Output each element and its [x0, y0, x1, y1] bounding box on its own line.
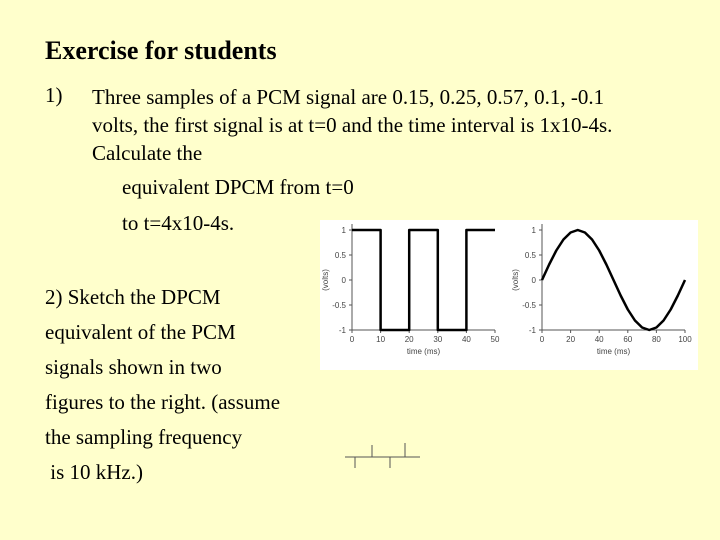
- y-tick-label: 1: [531, 226, 536, 235]
- y-tick-label: -1: [338, 326, 346, 335]
- x-tick-label: 80: [651, 335, 661, 344]
- x-axis-label: time (ms): [596, 347, 631, 356]
- y-axis-label: (volts): [321, 269, 330, 291]
- y-tick-label: -1: [528, 326, 536, 335]
- question-2-text: [45, 280, 335, 490]
- question-1-line: Three samples of a PCM signal are 0.15, 0.25, 0.57, 0.1, -0.1: [92, 85, 605, 109]
- question-2-line: is 10 kHz.): [45, 460, 143, 484]
- question-1-line: to t=4x10-4s.: [122, 211, 235, 235]
- square-wave-chart-panel: [320, 220, 510, 370]
- series-line: [352, 230, 495, 330]
- x-tick-label: 40: [461, 335, 471, 344]
- sine-wave-chart-panel: [510, 220, 698, 370]
- y-tick-label: 0.5: [524, 251, 536, 260]
- question-2-line: signals shown in two: [45, 355, 222, 379]
- sketch-stub-drawing: [345, 440, 425, 470]
- y-tick-label: 0.5: [334, 251, 346, 260]
- x-tick-label: 20: [404, 335, 414, 344]
- y-tick-label: 0: [531, 276, 536, 285]
- y-tick-label: -0.5: [522, 301, 536, 310]
- y-tick-label: 1: [341, 226, 346, 235]
- square-wave-chart: [320, 220, 510, 370]
- slide-title: Exercise for students: [45, 36, 277, 65]
- y-axis-label: (volts): [511, 269, 520, 291]
- question-1-line: equivalent DPCM from t=0: [122, 175, 354, 199]
- question-2-line: 2) Sketch the DPCM: [45, 285, 221, 309]
- sine-wave-chart: [510, 220, 698, 370]
- x-axis-label: time (ms): [406, 347, 441, 356]
- question-1-number: 1): [45, 83, 63, 107]
- question-1-line: Calculate the: [92, 141, 203, 165]
- x-tick-label: 30: [433, 335, 443, 344]
- x-tick-label: 40: [594, 335, 604, 344]
- question-1-text: [92, 83, 692, 167]
- series-line: [542, 230, 685, 330]
- x-tick-label: 100: [678, 335, 692, 344]
- x-tick-label: 50: [490, 335, 500, 344]
- question-1-line: volts, the first signal is at t=0 and the time interval is 1x10-4s.: [92, 113, 613, 137]
- question-2-line: the sampling frequency: [45, 425, 243, 449]
- x-tick-label: 10: [376, 335, 386, 344]
- question-2-line: equivalent of the PCM: [45, 320, 236, 344]
- x-tick-label: 20: [566, 335, 576, 344]
- y-tick-label: 0: [341, 276, 346, 285]
- x-tick-label: 0: [539, 335, 545, 344]
- question-2-line: figures to the right. (assume: [45, 390, 281, 414]
- x-tick-label: 0: [349, 335, 355, 344]
- y-tick-label: -0.5: [332, 301, 346, 310]
- x-tick-label: 60: [623, 335, 633, 344]
